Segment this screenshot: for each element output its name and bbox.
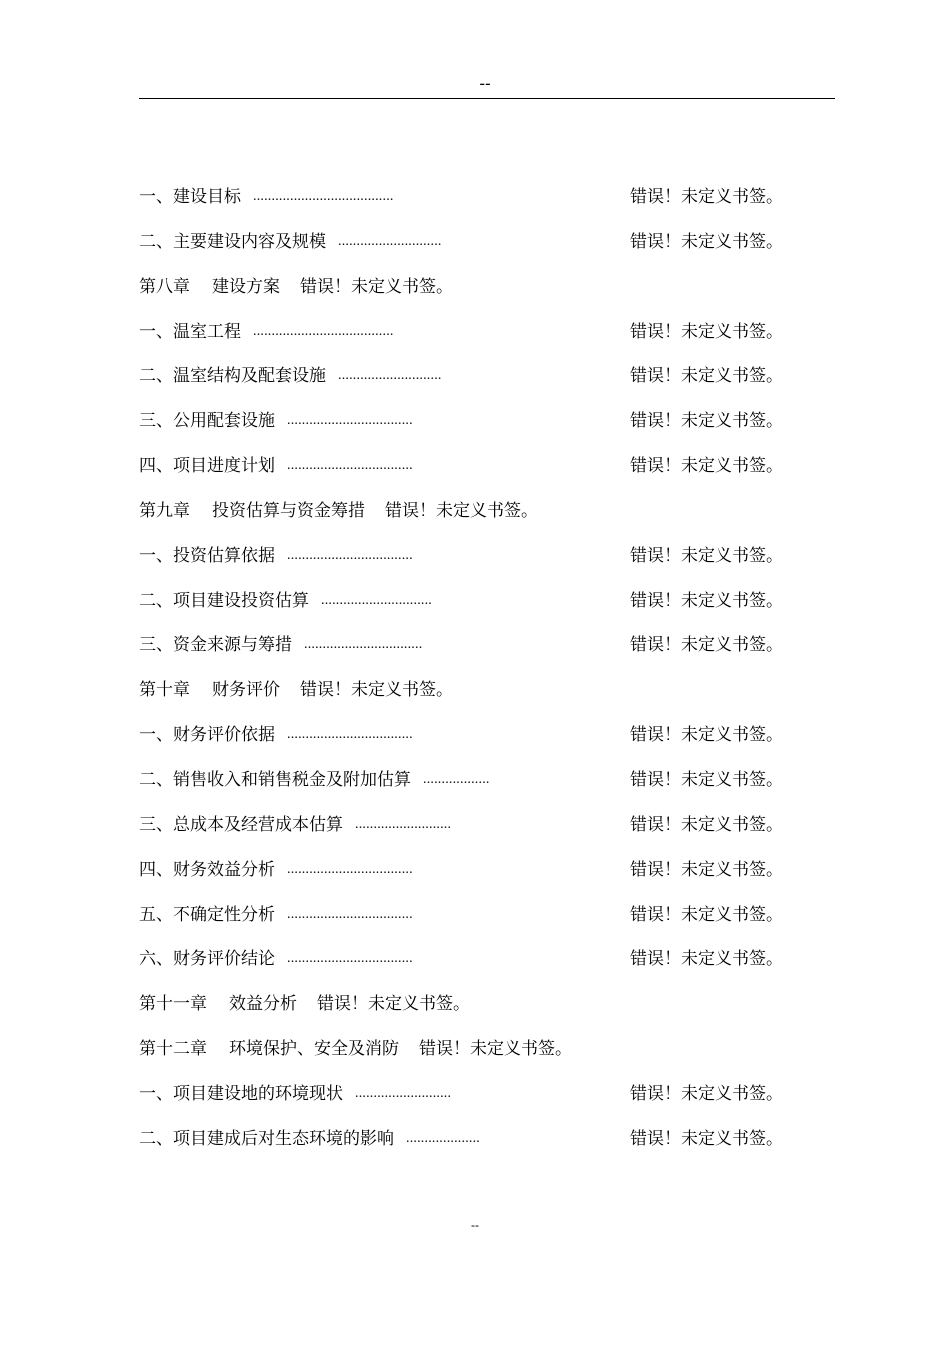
toc-leader-dots: ......................................	[253, 323, 394, 339]
toc-chapter-number: 第十章	[139, 680, 190, 701]
toc-leader-dots: ..........................	[355, 816, 452, 832]
toc-section-title: 四、项目进度计划	[139, 456, 275, 477]
toc-leader-dots: ..................................	[287, 458, 413, 474]
toc-page-ref: 错误！未定义书签。	[630, 904, 783, 925]
toc-section-row[interactable]	[139, 630, 839, 675]
toc-chapter-row[interactable]	[139, 496, 839, 541]
toc-section-row[interactable]	[139, 765, 839, 810]
toc-leader-dots: ....................	[406, 1130, 480, 1146]
toc-section-title: 一、投资估算依据	[139, 545, 275, 566]
toc-section-title: 五、不确定性分析	[139, 904, 275, 925]
page-header: --	[479, 74, 491, 93]
toc-section-title: 三、公用配套设施	[139, 411, 275, 432]
toc-leader-dots: ..................................	[287, 547, 413, 563]
toc-page-ref: 错误！未定义书签。	[300, 680, 453, 701]
toc-chapter-row[interactable]	[139, 272, 839, 317]
toc-section-row[interactable]	[139, 227, 839, 272]
toc-page-ref: 错误！未定义书签。	[630, 545, 783, 566]
toc-chapter-row[interactable]	[139, 989, 839, 1034]
toc-chapter-number: 第十一章	[139, 994, 207, 1015]
toc-page-ref: 错误！未定义书签。	[630, 1128, 783, 1149]
toc-section-row[interactable]	[139, 810, 839, 855]
toc-leader-dots: ..................................	[287, 413, 413, 429]
toc-page-ref: 错误！未定义书签。	[630, 949, 783, 970]
toc-section-title: 三、资金来源与筹措	[139, 635, 292, 656]
toc-section-title: 六、财务评价结论	[139, 949, 275, 970]
toc-chapter-number: 第九章	[139, 500, 190, 521]
toc-page-ref: 错误！未定义书签。	[300, 276, 453, 297]
toc-page-ref: 错误！未定义书签。	[630, 635, 783, 656]
toc-section-row[interactable]	[139, 944, 839, 989]
toc-section-title: 二、温室结构及配套设施	[139, 366, 326, 387]
toc-chapter-title: 建设方案	[212, 276, 280, 297]
toc-section-title: 一、项目建设地的环境现状	[139, 1083, 343, 1104]
toc-section-row[interactable]	[139, 720, 839, 765]
toc-chapter-title: 投资估算与资金筹措	[212, 500, 365, 521]
toc-leader-dots: ..................	[423, 771, 490, 787]
toc-section-title: 二、主要建设内容及规模	[139, 231, 326, 252]
toc-leader-dots: ............................	[338, 233, 442, 249]
toc-leader-dots: ..................................	[287, 906, 413, 922]
toc-page-ref: 错误！未定义书签。	[630, 814, 783, 835]
toc-section-row[interactable]	[139, 586, 839, 631]
toc-section-row[interactable]	[139, 900, 839, 945]
toc-leader-dots: ..................................	[287, 861, 413, 877]
table-of-contents	[139, 182, 839, 1169]
toc-section-row[interactable]	[139, 1124, 839, 1169]
toc-leader-dots: ..............................	[321, 592, 432, 608]
toc-section-title: 二、项目建成后对生态环境的影响	[139, 1128, 394, 1149]
toc-section-title: 四、财务效益分析	[139, 859, 275, 880]
toc-chapter-row[interactable]	[139, 675, 839, 720]
toc-page-ref: 错误！未定义书签。	[630, 1083, 783, 1104]
toc-page-ref: 错误！未定义书签。	[630, 456, 783, 477]
toc-section-title: 一、财务评价依据	[139, 725, 275, 746]
toc-section-row[interactable]	[139, 451, 839, 496]
toc-section-row[interactable]	[139, 361, 839, 406]
toc-section-row[interactable]	[139, 1079, 839, 1124]
toc-page-ref: 错误！未定义书签。	[419, 1039, 572, 1060]
toc-section-row[interactable]	[139, 182, 839, 227]
toc-section-title: 二、项目建设投资估算	[139, 590, 309, 611]
toc-page-ref: 错误！未定义书签。	[630, 321, 783, 342]
toc-section-title: 一、温室工程	[139, 321, 241, 342]
toc-page-ref: 错误！未定义书签。	[630, 231, 783, 252]
toc-leader-dots: ............................	[338, 368, 442, 384]
toc-leader-dots: ..........................	[355, 1085, 452, 1101]
toc-page-ref: 错误！未定义书签。	[630, 366, 783, 387]
toc-chapter-number: 第八章	[139, 276, 190, 297]
toc-leader-dots: ..................................	[287, 727, 413, 743]
toc-leader-dots: ......................................	[253, 189, 394, 204]
toc-page-ref: 错误！未定义书签。	[385, 500, 538, 521]
toc-chapter-row[interactable]	[139, 1034, 839, 1079]
toc-section-row[interactable]	[139, 855, 839, 900]
toc-chapter-title: 环境保护、安全及消防	[229, 1039, 399, 1060]
toc-page-ref: 错误！未定义书签。	[630, 590, 783, 611]
toc-leader-dots: ................................	[304, 637, 423, 653]
toc-page-ref: 错误！未定义书签。	[317, 994, 470, 1015]
header-rule	[139, 98, 835, 99]
page-footer: --	[471, 1218, 479, 1232]
toc-page-ref: 错误！未定义书签。	[630, 769, 783, 790]
toc-section-title: 一、建设目标	[139, 187, 241, 207]
toc-section-row[interactable]	[139, 406, 839, 451]
toc-section-row[interactable]	[139, 541, 839, 586]
toc-chapter-number: 第十二章	[139, 1039, 207, 1060]
toc-section-title: 二、销售收入和销售税金及附加估算	[139, 769, 411, 790]
toc-page-ref: 错误！未定义书签。	[630, 187, 783, 207]
toc-section-row[interactable]	[139, 317, 839, 362]
toc-leader-dots: ..................................	[287, 951, 413, 967]
toc-section-title: 三、总成本及经营成本估算	[139, 814, 343, 835]
toc-page-ref: 错误！未定义书签。	[630, 725, 783, 746]
toc-chapter-title: 效益分析	[229, 994, 297, 1015]
toc-page-ref: 错误！未定义书签。	[630, 411, 783, 432]
toc-page-ref: 错误！未定义书签。	[630, 859, 783, 880]
toc-chapter-title: 财务评价	[212, 680, 280, 701]
